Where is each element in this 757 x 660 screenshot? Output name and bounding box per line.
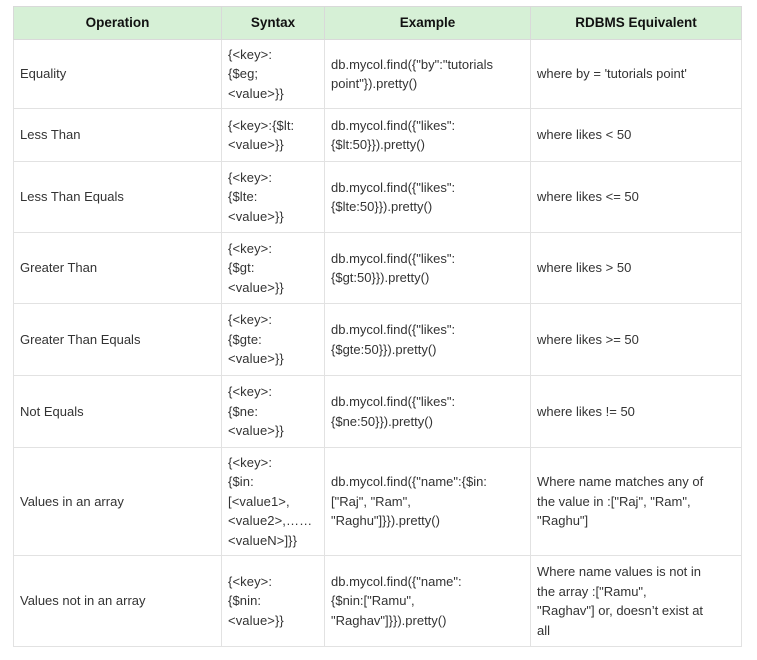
rdbms-text: where likes > 50 — [537, 260, 632, 276]
operation-cell — [14, 162, 222, 233]
rdbms-text: where likes != 50 — [537, 403, 635, 419]
operation-text: Less Than — [20, 127, 81, 143]
operation-text: Not Equals — [20, 403, 84, 419]
rdbms-cell — [531, 556, 742, 647]
syntax-text: {<key>: {$nin: <value>}} — [228, 573, 284, 628]
rdbms-cell — [531, 304, 742, 376]
syntax-cell — [222, 304, 325, 376]
rdbms-text: Where name matches any of the value in :["Raj", "Ram", "Raghu"] — [537, 474, 704, 529]
rdbms-cell — [531, 233, 742, 304]
rdbms-text: where likes >= 50 — [537, 331, 639, 347]
example-cell — [325, 233, 531, 304]
syntax-text: {<key>: {$gt: <value>}} — [228, 240, 284, 295]
syntax-text: {<key>: {$lte: <value>}} — [228, 169, 284, 224]
table-row — [14, 109, 742, 162]
operation-cell — [14, 233, 222, 304]
operation-text: Equality — [20, 66, 67, 82]
rdbms-cell — [531, 376, 742, 448]
operation-cell — [14, 40, 222, 109]
operation-cell — [14, 109, 222, 162]
header-syntax: Syntax — [222, 7, 325, 40]
table-row — [14, 376, 742, 448]
example-text: db.mycol.find({"likes": {$gt:50}}).pretty() — [331, 250, 456, 285]
header-example: Example — [325, 7, 531, 40]
table-row — [14, 233, 742, 304]
syntax-cell — [222, 556, 325, 647]
example-cell — [325, 448, 531, 556]
operation-text: Greater Than — [20, 260, 98, 276]
operators-table-container — [13, 6, 742, 647]
syntax-cell — [222, 376, 325, 448]
syntax-text: {<key>: {$ne: <value>}} — [228, 384, 284, 439]
rdbms-text: where likes <= 50 — [537, 189, 639, 205]
rdbms-cell — [531, 40, 742, 109]
syntax-text: {<key>: {$gte: <value>}} — [228, 312, 284, 367]
operation-cell — [14, 448, 222, 556]
example-cell — [325, 304, 531, 376]
example-cell — [325, 556, 531, 647]
syntax-cell — [222, 233, 325, 304]
operation-text: Less Than Equals — [20, 189, 124, 205]
rdbms-cell — [531, 162, 742, 233]
example-text: db.mycol.find({"name":{$in: ["Raj", "Ram", "Raghu"]}}).pretty() — [331, 474, 487, 529]
rdbms-text: where likes < 50 — [537, 127, 632, 143]
header-operation: Operation — [14, 7, 222, 40]
rdbms-cell — [531, 448, 742, 556]
example-text: db.mycol.find({"by":"tutorials point"}).pretty() — [331, 56, 493, 91]
example-text: db.mycol.find({"likes": {$lte:50}}).pretty() — [331, 179, 456, 214]
operation-text: Greater Than Equals — [20, 331, 141, 347]
syntax-cell — [222, 448, 325, 556]
header-rdbms-equivalent: RDBMS Equivalent — [531, 7, 742, 40]
syntax-cell — [222, 40, 325, 109]
rdbms-text: Where name values is not in the array :["Ramu", "Raghav"] or, doesn’t exist at all — [537, 564, 704, 638]
syntax-text: {<key>:{$lt: <value>}} — [228, 117, 295, 152]
rdbms-cell — [531, 109, 742, 162]
table-row — [14, 40, 742, 109]
table-body — [14, 40, 742, 647]
syntax-cell — [222, 109, 325, 162]
example-cell — [325, 109, 531, 162]
example-cell — [325, 162, 531, 233]
operation-text: Values in an array — [20, 493, 124, 509]
example-cell — [325, 40, 531, 109]
operation-cell — [14, 376, 222, 448]
header-row — [14, 7, 742, 40]
operation-cell — [14, 304, 222, 376]
example-text: db.mycol.find({"likes": {$lt:50}}).pretty() — [331, 117, 456, 152]
syntax-text: {<key>: {$in: [<value1>, <value2>,…… <valueN>]}} — [228, 454, 313, 548]
example-text: db.mycol.find({"likes": {$ne:50}}).pretty() — [331, 394, 456, 429]
example-text: db.mycol.find({"name": {$nin:["Ramu", "Raghav"]}}).pretty() — [331, 573, 462, 628]
table-row — [14, 304, 742, 376]
operators-table — [13, 6, 742, 647]
example-text: db.mycol.find({"likes": {$gte:50}}).pretty() — [331, 322, 456, 357]
rdbms-text: where by = 'tutorials point' — [537, 66, 687, 82]
table-row — [14, 162, 742, 233]
table-row — [14, 448, 742, 556]
syntax-cell — [222, 162, 325, 233]
table-row — [14, 556, 742, 647]
example-cell — [325, 376, 531, 448]
table-header — [14, 7, 742, 40]
syntax-text: {<key>: {$eg; <value>}} — [228, 46, 284, 101]
operation-text: Values not in an array — [20, 593, 146, 609]
operation-cell — [14, 556, 222, 647]
